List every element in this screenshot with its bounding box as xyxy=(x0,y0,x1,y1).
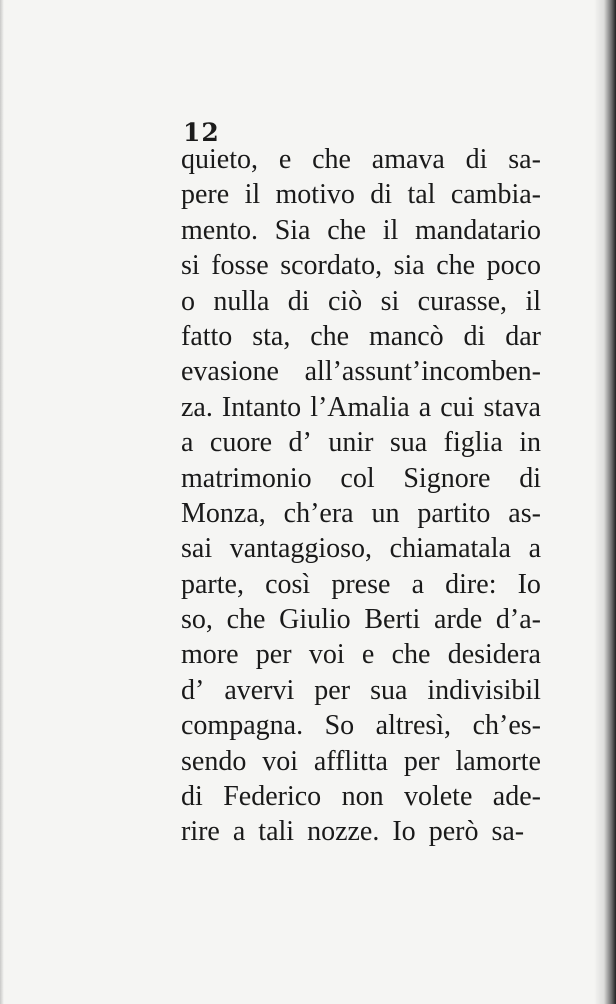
word: cui xyxy=(440,391,475,423)
word: cuore xyxy=(209,427,273,459)
word: sua xyxy=(370,674,408,706)
word: Io xyxy=(392,816,416,848)
word: all’assunt’incomben- xyxy=(304,356,541,388)
word: per xyxy=(403,745,440,777)
word: di xyxy=(465,144,488,175)
text-line xyxy=(181,496,541,531)
word: altresì, xyxy=(375,710,452,742)
word: Berti xyxy=(364,604,421,636)
word: figlia xyxy=(443,427,503,459)
word: in xyxy=(519,427,541,459)
word: di xyxy=(181,781,203,813)
word: a xyxy=(411,568,425,600)
word: non xyxy=(341,781,384,813)
word: a xyxy=(528,533,541,565)
word: Sia xyxy=(274,214,311,246)
word: nozze. xyxy=(307,816,380,848)
word: fatto xyxy=(181,320,233,352)
word: mento. xyxy=(181,214,258,246)
word: parte, xyxy=(181,568,244,600)
word: di xyxy=(463,320,486,352)
word: compagna. xyxy=(181,710,304,742)
word: l’Amalia xyxy=(310,391,410,423)
word: d’a- xyxy=(495,604,541,636)
text-line xyxy=(181,602,541,637)
text-line xyxy=(181,142,541,177)
word: lamorte xyxy=(455,745,541,777)
word: dire: xyxy=(445,568,497,600)
word: as- xyxy=(508,497,541,529)
word: si xyxy=(380,285,400,317)
word: ch’era xyxy=(283,497,354,529)
word: che xyxy=(327,214,367,246)
word: evasione xyxy=(181,356,279,388)
word: ciò xyxy=(327,285,363,317)
word: sa- xyxy=(491,816,525,848)
text-line xyxy=(181,708,541,743)
word: e xyxy=(278,144,292,175)
word: rire xyxy=(181,816,220,848)
word: quieto, xyxy=(181,144,258,175)
text-line xyxy=(181,354,541,389)
text-line xyxy=(181,284,541,319)
word: arde xyxy=(434,604,483,636)
word: chiamatala xyxy=(389,533,511,565)
word: d’ xyxy=(288,427,312,459)
text-block xyxy=(181,142,541,850)
word: il xyxy=(525,285,541,317)
text-line xyxy=(181,567,541,602)
text-line xyxy=(181,531,541,566)
word: fosse xyxy=(211,250,269,282)
word: unir xyxy=(328,427,374,459)
word: za. xyxy=(181,391,213,423)
word: tal xyxy=(407,179,436,211)
text-line xyxy=(181,319,541,354)
word: poco xyxy=(486,250,541,282)
word: Giulio xyxy=(279,604,351,636)
word: sia xyxy=(393,250,425,282)
word: Intanto xyxy=(221,391,302,423)
word: Monza, xyxy=(181,497,266,529)
word: col xyxy=(340,462,375,494)
text-line xyxy=(181,177,541,212)
word: vantaggioso, xyxy=(229,533,373,565)
word: d’ xyxy=(181,674,205,706)
word: a xyxy=(232,816,246,848)
text-line xyxy=(181,425,541,460)
word: mancò xyxy=(369,320,444,352)
text-line xyxy=(181,390,541,425)
word: scordato, xyxy=(280,250,383,282)
word: mandatario xyxy=(415,214,541,246)
word: che xyxy=(391,639,431,671)
word: desidera xyxy=(447,639,541,671)
page-left-edge xyxy=(0,0,4,1004)
word: di xyxy=(287,285,310,317)
word: a xyxy=(418,391,432,423)
word: un xyxy=(371,497,400,529)
word: ade- xyxy=(492,781,541,813)
word: per xyxy=(314,674,351,706)
text-line xyxy=(181,779,541,814)
word: motivo xyxy=(275,179,355,211)
text-line xyxy=(181,673,541,708)
word: sa- xyxy=(508,144,541,175)
text-line xyxy=(181,213,541,248)
word: Io xyxy=(517,568,541,600)
word: prese xyxy=(331,568,391,600)
word: che xyxy=(312,144,351,175)
text-line xyxy=(181,248,541,283)
word: a xyxy=(181,427,194,459)
word: di xyxy=(370,179,393,211)
word: stava xyxy=(483,391,541,423)
word: voi xyxy=(308,639,345,671)
word: so, xyxy=(181,604,213,636)
word: sai xyxy=(181,533,213,565)
word: sendo xyxy=(181,745,247,777)
word: e xyxy=(361,639,375,671)
word: che xyxy=(436,250,476,282)
word: tali xyxy=(258,816,295,848)
word: che xyxy=(226,604,266,636)
word: per xyxy=(255,639,292,671)
word: si xyxy=(181,250,200,282)
text-line xyxy=(181,744,541,779)
word: more xyxy=(181,639,239,671)
word: così xyxy=(265,568,311,600)
word: ch’es- xyxy=(472,710,541,742)
word: che xyxy=(310,320,350,352)
word: però xyxy=(428,816,479,848)
binding-gutter xyxy=(594,0,616,1004)
word: cambia- xyxy=(450,179,541,211)
word: sua xyxy=(389,427,428,459)
word: volete xyxy=(403,781,473,813)
word: afflitta xyxy=(313,745,388,777)
word: partito xyxy=(417,497,491,529)
word: voi xyxy=(262,745,298,777)
word: il xyxy=(382,214,399,246)
text-line xyxy=(181,637,541,672)
text-line xyxy=(181,461,541,496)
word: dar xyxy=(505,320,541,352)
word: indivisibil xyxy=(427,674,541,706)
word: amava xyxy=(371,144,445,175)
page-number: 12 xyxy=(183,118,220,147)
word: il xyxy=(244,179,261,211)
word: Federico xyxy=(223,781,322,813)
word: o xyxy=(181,285,195,317)
text-line xyxy=(181,814,541,849)
word: avervi xyxy=(224,674,295,706)
word: So xyxy=(324,710,355,742)
word: Signore xyxy=(403,462,491,494)
word: curasse, xyxy=(417,285,508,317)
word: nulla xyxy=(213,285,270,317)
word: sta, xyxy=(252,320,291,352)
word: di xyxy=(519,462,541,494)
word: matrimonio xyxy=(181,462,312,494)
word: pere xyxy=(181,179,230,211)
